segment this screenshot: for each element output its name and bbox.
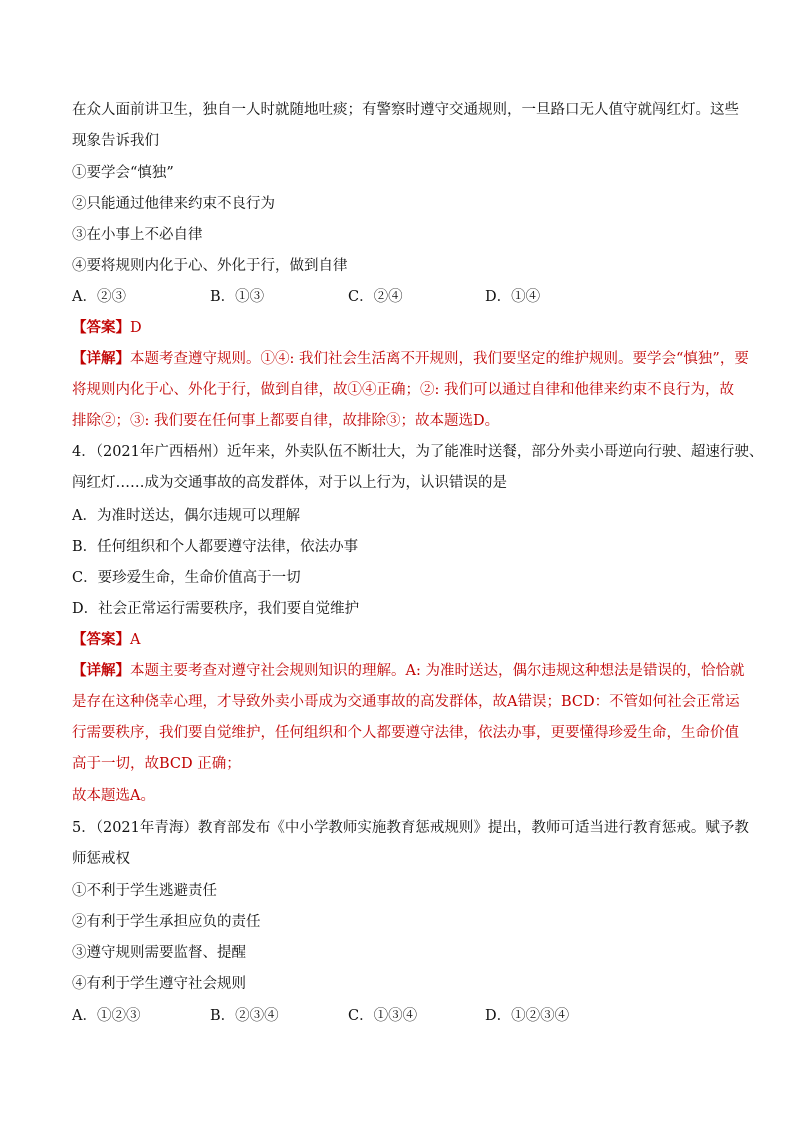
q3-detail-line1 (72, 349, 749, 369)
q4-stem-line1: 4．（2021年广西梧州）近年来，外卖队伍不断壮大，为了能准时送餐，部分外卖小哥逆向行驶、超速行驶、 (72, 444, 764, 460)
q3-item-4: ④要将规则内化于心、外化于行，做到自律 (72, 258, 348, 274)
q3-answer (72, 318, 142, 338)
q5-option-d: D．①②③④ (485, 1008, 570, 1024)
q3-option-d: D．①④ (485, 289, 541, 305)
q5-option-a: A．①②③ (72, 1008, 141, 1024)
q4-answer-tag: 【答案】 (72, 631, 130, 648)
q5-item-4: ④有利于学生遵守社会规则 (72, 976, 246, 992)
q3-detail-line2: 将规则内化于心、外化于行，做到自律，故①④正确；②: 我们可以通过自律和他律来约束不良行为，故 (72, 382, 734, 398)
q5-stem-line2: 师惩戒权 (72, 851, 130, 867)
q4-option-c: C．要珍爱生命，生命价值高于一切 (72, 570, 301, 586)
q3-item-1: ①要学会“慎独” (72, 165, 174, 181)
q3-stem-line2: 现象告诉我们 (72, 133, 159, 149)
q4-detail-line2: 是存在这种侥幸心理，才导致外卖小哥成为交通事故的高发群体，故A错误；BCD：不管如何社会正常运 (72, 694, 740, 710)
q4-stem-line2: 闯红灯……成为交通事故的高发群体，对于以上行为，认识错误的是 (72, 475, 507, 491)
q3-answer-value: D (130, 320, 142, 336)
q5-option-b: B．②③④ (210, 1008, 279, 1024)
q3-item-3: ③在小事上不必自律 (72, 227, 203, 243)
q5-item-1: ①不利于学生逃避责任 (72, 883, 217, 899)
q4-answer (72, 630, 140, 650)
q3-option-c: C．②④ (348, 289, 403, 305)
q5-item-2: ②有利于学生承担应负的责任 (72, 914, 261, 930)
q3-stem-line1: 在众人面前讲卫生，独自一人时就随地吐痰；有警察时遵守交通规则，一旦路口无人值守就闯红灯。这些 (72, 102, 739, 118)
q4-detail-line4: 高于一切，故BCD 正确； (72, 756, 241, 772)
q3-option-b: B．①③ (210, 289, 265, 305)
q4-option-b: B．任何组织和个人都要遵守法律，依法办事 (72, 539, 359, 555)
q3-detail-line3: 排除②；③: 我们要在任何事上都要自律，故排除③；故本题选D。 (72, 413, 500, 429)
q3-detail-text1: 本题考查遵守规则。①④: 我们社会生活离不开规则，我们要坚定的维护规则。要学会“慎独”，要 (130, 351, 749, 367)
q5-item-3: ③遵守规则需要监督、提醒 (72, 945, 246, 961)
q3-answer-tag: 【答案】 (72, 319, 130, 336)
q4-detail-tag: 【详解】 (72, 662, 130, 679)
q5-option-c: C．①③④ (348, 1008, 418, 1024)
q4-answer-value: A (130, 632, 141, 648)
q3-item-2: ②只能通过他律来约束不良行为 (72, 196, 275, 212)
q4-detail-line1 (72, 661, 744, 681)
q4-detail-text1: 本题主要考查对遵守社会规则知识的理解。A: 为准时送达，偶尔违规这种想法是错误的，恰恰就 (130, 663, 745, 679)
q4-option-a: A．为准时送达，偶尔违规可以理解 (72, 508, 300, 524)
q4-detail-line3: 行需要秩序，我们要自觉维护，任何组织和个人都要遵守法律，依法办事，更要懂得珍爱生命，生命价值 (72, 725, 739, 741)
q4-option-d: D．社会正常运行需要秩序，我们要自觉维护 (72, 601, 360, 617)
q5-stem-line1: 5．（2021年青海）教育部发布《中小学教师实施教育惩戒规则》提出，教师可适当进行教育惩戒。赋予教 (72, 820, 749, 836)
q3-option-a: A．②③ (72, 289, 126, 305)
q3-detail-tag: 【详解】 (72, 350, 130, 367)
q4-detail-line5: 故本题选A。 (72, 788, 155, 804)
